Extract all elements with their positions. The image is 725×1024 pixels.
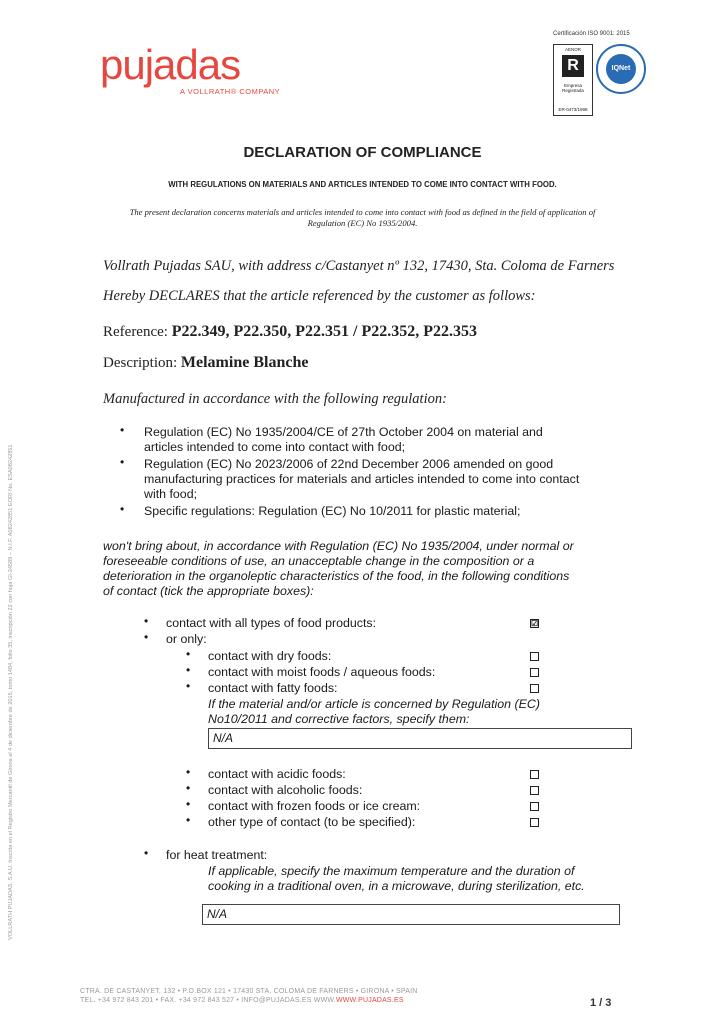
reference-label: Reference: bbox=[103, 324, 168, 340]
footer-contact-text: TEL. +34 972 843 201 • FAX. +34 972 843 527 • INFO@PUJADAS.ES WWW. bbox=[80, 997, 336, 1004]
company-logo bbox=[100, 41, 281, 104]
bullet-dot: • bbox=[186, 663, 191, 677]
heat-note: If applicable, specify the maximum temperature and the duration of cooking in a traditional oven, in a microwave, during sterilization, etc. bbox=[208, 864, 585, 893]
aenor-mid-text: Empresa Registrada bbox=[562, 83, 584, 93]
document-title: DECLARATION OF COMPLIANCE bbox=[243, 144, 482, 161]
description-row bbox=[103, 354, 308, 372]
footer-address: CTRA. DE CASTANYET, 132 • P.O.BOX 121 • 17430 STA. COLOMA DE FARNERS • GIRONA • SPAIN bbox=[80, 988, 418, 995]
contact-other-label: other type of contact (to be specified): bbox=[208, 815, 416, 829]
contact-acidic-checkbox[interactable] bbox=[530, 770, 539, 779]
contact-alcoholic-checkbox[interactable] bbox=[530, 786, 539, 795]
contact-dry-checkbox[interactable] bbox=[530, 652, 539, 661]
contact-frozen-checkbox[interactable] bbox=[530, 802, 539, 811]
bullet-dot: • bbox=[120, 455, 125, 469]
aenor-code-text: ER-0473/1998 bbox=[558, 107, 588, 112]
fatty-note: If the material and/or article is concerned by Regulation (EC) No10/2011 and corrective factors, specify them: bbox=[208, 697, 540, 726]
fatty-corrective-field[interactable]: N/A bbox=[208, 728, 632, 749]
certification-label: Certificación ISO 9001: 2015 bbox=[553, 31, 630, 37]
contact-fatty-checkbox[interactable] bbox=[530, 684, 539, 693]
contact-frozen-label: contact with frozen foods or ice cream: bbox=[208, 799, 421, 813]
page-number: 1 / 3 bbox=[590, 997, 612, 1009]
bullet-dot: • bbox=[186, 647, 191, 661]
bullet-dot: • bbox=[186, 797, 191, 811]
reference-row bbox=[103, 323, 477, 341]
bullet-dot: • bbox=[144, 846, 149, 860]
intro-text: The present declaration concerns materials and articles intended to come into contact with food as defined in the field of application of Regulation (EC) No 1935/2004. bbox=[129, 207, 596, 228]
bullet-dot: • bbox=[186, 813, 191, 827]
document-subtitle: WITH REGULATIONS ON MATERIALS AND ARTICLES INTENDED TO COME INTO CONTACT WITH FOOD. bbox=[168, 180, 557, 189]
footer-website-link[interactable]: WWW.PUJADAS.ES bbox=[335, 997, 404, 1004]
manufactured-line: Manufactured in accordance with the following regulation: bbox=[103, 391, 447, 407]
logo-wordmark: pujadas bbox=[100, 41, 241, 88]
bullet-dot: • bbox=[144, 630, 149, 644]
aenor-top-text: AENOR bbox=[564, 47, 581, 52]
description-label: Description: bbox=[103, 355, 178, 371]
bullet-dot: • bbox=[120, 502, 125, 516]
regulation-item: Specific regulations: Regulation (EC) No 10/2011 for plastic material; bbox=[144, 504, 521, 518]
regulation-item: Regulation (EC) No 1935/2004/CE of 27th October 2004 on material and articles intended to come into contact with food; bbox=[144, 425, 543, 454]
iqnet-seal bbox=[596, 44, 646, 94]
contact-all-checkbox[interactable]: ☑ bbox=[531, 619, 539, 628]
contact-acidic-label: contact with acidic foods: bbox=[208, 767, 346, 781]
contact-all-label: contact with all types of food products: bbox=[166, 616, 377, 630]
contact-alcoholic-label: contact with alcoholic foods: bbox=[208, 783, 363, 797]
declares-line: Hereby DECLARES that the article referenced by the customer as follows: bbox=[103, 288, 536, 304]
bullet-dot: • bbox=[144, 614, 149, 628]
contact-dry-label: contact with dry foods: bbox=[208, 649, 332, 663]
reference-value: P22.349, P22.350, P22.351 / P22.352, P22.353 bbox=[171, 323, 478, 340]
bullet-dot: • bbox=[186, 781, 191, 795]
contact-moist-label: contact with moist foods / aqueous foods: bbox=[208, 665, 436, 679]
contact-other-checkbox[interactable] bbox=[530, 818, 539, 827]
heat-label: for heat treatment: bbox=[166, 848, 268, 862]
bullet-dot: • bbox=[186, 765, 191, 779]
regulation-item: Regulation (EC) No 2023/2006 of 22nd December 2006 amended on good manufacturing practices for materials and articles intended to come into contact with food; bbox=[144, 457, 580, 501]
description-value: Melamine Blanche bbox=[180, 354, 309, 371]
contact-moist-checkbox[interactable] bbox=[530, 668, 539, 677]
wont-paragraph: won't bring about, in accordance with Regulation (EC) No 1935/2004, under normal or foreseeable conditions of use, an unacceptable change in the composition or a deterioration in the organoleptic characteristics of the food, in the following conditions of contact (tick the appropriate boxes): bbox=[103, 539, 574, 598]
iqnet-text: IQNet bbox=[606, 54, 636, 84]
registry-sidebar-text: VOLLRATH PUJADAS, S.A.U. Inscrita en el Registro Mercantil de Girona el 4 de diciembre de 2015, tomo 1484, folio 35, inscripción 22 con hoja GI-24589 – N.I.F. A08242851 EORI No. ESA08242851 bbox=[8, 444, 14, 940]
heat-treatment-field[interactable]: N/A bbox=[202, 904, 620, 925]
bullet-dot: • bbox=[120, 423, 125, 437]
logo-subtitle: A VOLLRATH® COMPANY bbox=[180, 87, 281, 96]
er-mark-icon: R bbox=[562, 55, 584, 77]
aenor-seal bbox=[553, 44, 593, 116]
footer-contact bbox=[80, 997, 404, 1004]
bullet-dot: • bbox=[186, 679, 191, 693]
company-line: Vollrath Pujadas SAU, with address c/Castanyet nº 132, 17430, Sta. Coloma de Farners bbox=[103, 258, 615, 274]
or-only-label: or only: bbox=[166, 632, 207, 646]
contact-fatty-label: contact with fatty foods: bbox=[208, 681, 338, 695]
